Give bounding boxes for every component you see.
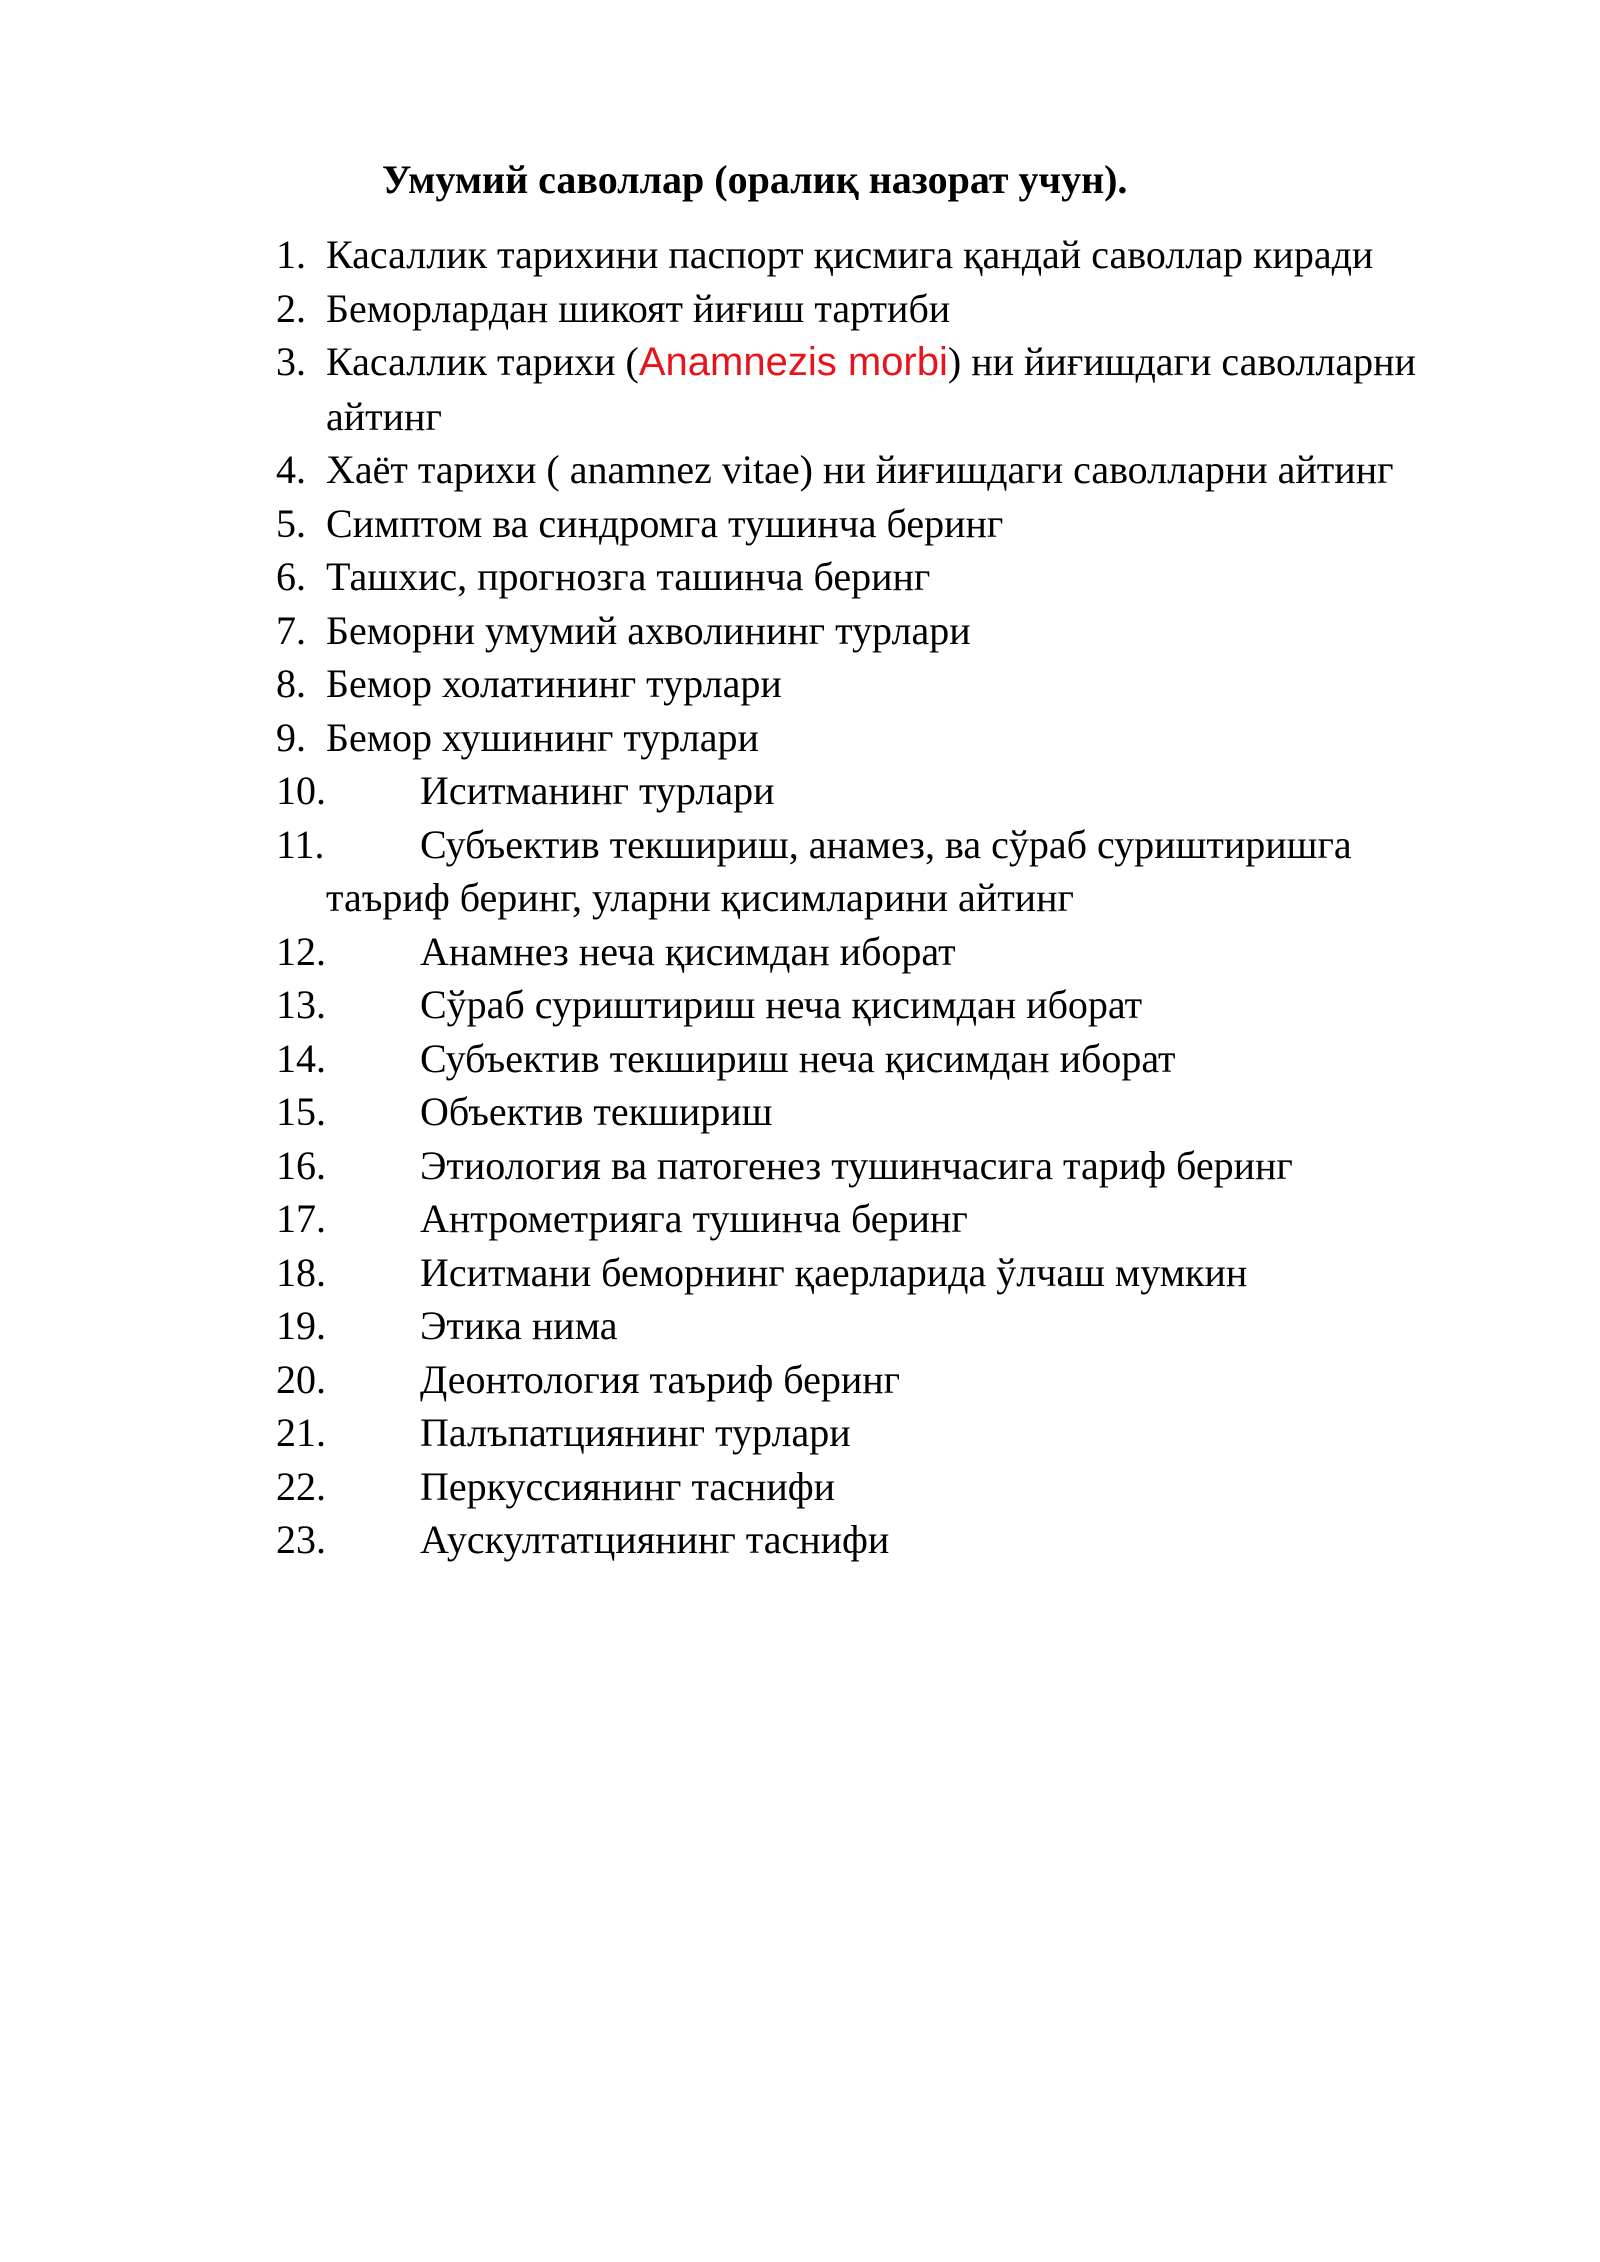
item-number: 5. xyxy=(276,500,306,546)
item-text-continuation: таъриф беринг, уларни қисимларини айтинг xyxy=(326,875,1074,920)
list-item xyxy=(276,497,1516,551)
latin-term-highlight: Anamnezis morbi xyxy=(638,340,948,384)
item-text: Перкуссиянинг таснифи xyxy=(420,1463,836,1509)
item-number: 1. xyxy=(276,232,306,277)
item-text: Сўраб суриштириш неча қисимдан иборат xyxy=(420,982,1143,1027)
list-item xyxy=(276,1299,1516,1353)
item-text-after: ) ни йиғишдаги саволларни xyxy=(947,339,1416,384)
list-item xyxy=(276,228,1516,282)
list-item xyxy=(276,764,1516,818)
item-number: 18. xyxy=(276,1249,326,1295)
item-text: Иситмани беморнинг қаерларида ўлчаш мумкин xyxy=(420,1249,1248,1295)
item-number: 4. xyxy=(276,447,306,492)
item-text xyxy=(326,339,1416,384)
item-number: 10. xyxy=(276,768,326,813)
item-text: Объектив текшириш xyxy=(420,1089,773,1134)
item-text: Аускултатциянинг таснифи xyxy=(420,1517,890,1562)
item-number: 17. xyxy=(276,1196,326,1241)
item-text: Беморлардан шикоят йиғиш тартиби xyxy=(326,285,951,331)
item-number: 12. xyxy=(276,928,326,974)
item-number: 14. xyxy=(276,1035,326,1081)
list-item xyxy=(276,925,1516,979)
item-text: Бемор холатининг турлари xyxy=(326,661,782,706)
item-text: Антрометрияга тушинча беринг xyxy=(420,1196,968,1241)
list-item xyxy=(276,335,1516,443)
item-number: 8. xyxy=(276,661,306,706)
list-item xyxy=(276,1406,1516,1460)
item-number: 7. xyxy=(276,607,306,653)
list-item xyxy=(276,1246,1516,1300)
item-text: Касаллик тарихини паспорт қисмига қандай саволлар киради xyxy=(326,232,1374,277)
item-text: Деонтология таъриф беринг xyxy=(420,1356,901,1402)
item-number: 16. xyxy=(276,1142,326,1188)
list-item xyxy=(276,1353,1516,1407)
list-item xyxy=(276,604,1516,658)
item-text-continuation: айтинг xyxy=(326,393,442,439)
item-number: 20. xyxy=(276,1356,326,1402)
item-number: 21. xyxy=(276,1410,326,1455)
list-item xyxy=(276,282,1516,336)
item-text: Субъектив текшириш, анамез, ва сўраб суриштиришга xyxy=(420,821,1352,867)
list-item xyxy=(276,1513,1516,1567)
item-text: Иситманинг турлари xyxy=(420,768,775,813)
item-text: Симптом ва синдромга тушинча беринг xyxy=(326,500,1004,546)
item-number: 23. xyxy=(276,1517,326,1562)
item-text: Ташхис, прогнозга ташинча беринг xyxy=(326,554,931,599)
item-number: 3. xyxy=(276,339,306,384)
item-number: 9. xyxy=(276,714,306,760)
item-text: Бемор хушининг турлари xyxy=(326,714,759,760)
list-item xyxy=(276,818,1516,925)
question-list xyxy=(276,228,1516,1567)
list-item xyxy=(276,1192,1516,1246)
item-number: 2. xyxy=(276,285,306,331)
list-item xyxy=(276,1460,1516,1514)
list-item xyxy=(276,1032,1516,1086)
item-number: 22. xyxy=(276,1463,326,1509)
item-number: 19. xyxy=(276,1303,326,1348)
item-number: 6. xyxy=(276,554,306,599)
document-title: Умумий саволлар (оралиқ назорат учун). xyxy=(382,157,1128,202)
item-text-before: Касаллик тарихи ( xyxy=(326,339,639,384)
item-text: Анамнез неча қисимдан иборат xyxy=(420,928,956,974)
list-item xyxy=(276,657,1516,711)
item-text: Беморни умумий ахволининг турлари xyxy=(326,607,971,653)
list-item xyxy=(276,978,1516,1032)
item-text: Субъектив текшириш неча қисимдан иборат xyxy=(420,1035,1176,1081)
item-text: Этика нима xyxy=(420,1303,618,1348)
list-item xyxy=(276,1085,1516,1139)
list-item xyxy=(276,711,1516,765)
item-number: 15. xyxy=(276,1089,326,1134)
item-text: Палъпатциянинг турлари xyxy=(420,1410,851,1455)
item-number: 13. xyxy=(276,982,326,1027)
list-item xyxy=(276,550,1516,604)
item-text: Хаёт тарихи ( anamnez vitae) ни йиғишдаги саволларни айтинг xyxy=(326,447,1394,492)
list-item xyxy=(276,1139,1516,1193)
list-item xyxy=(276,443,1516,497)
item-number: 11. xyxy=(276,821,325,867)
item-text: Этиология ва патогенез тушинчасига тариф беринг xyxy=(420,1142,1293,1188)
